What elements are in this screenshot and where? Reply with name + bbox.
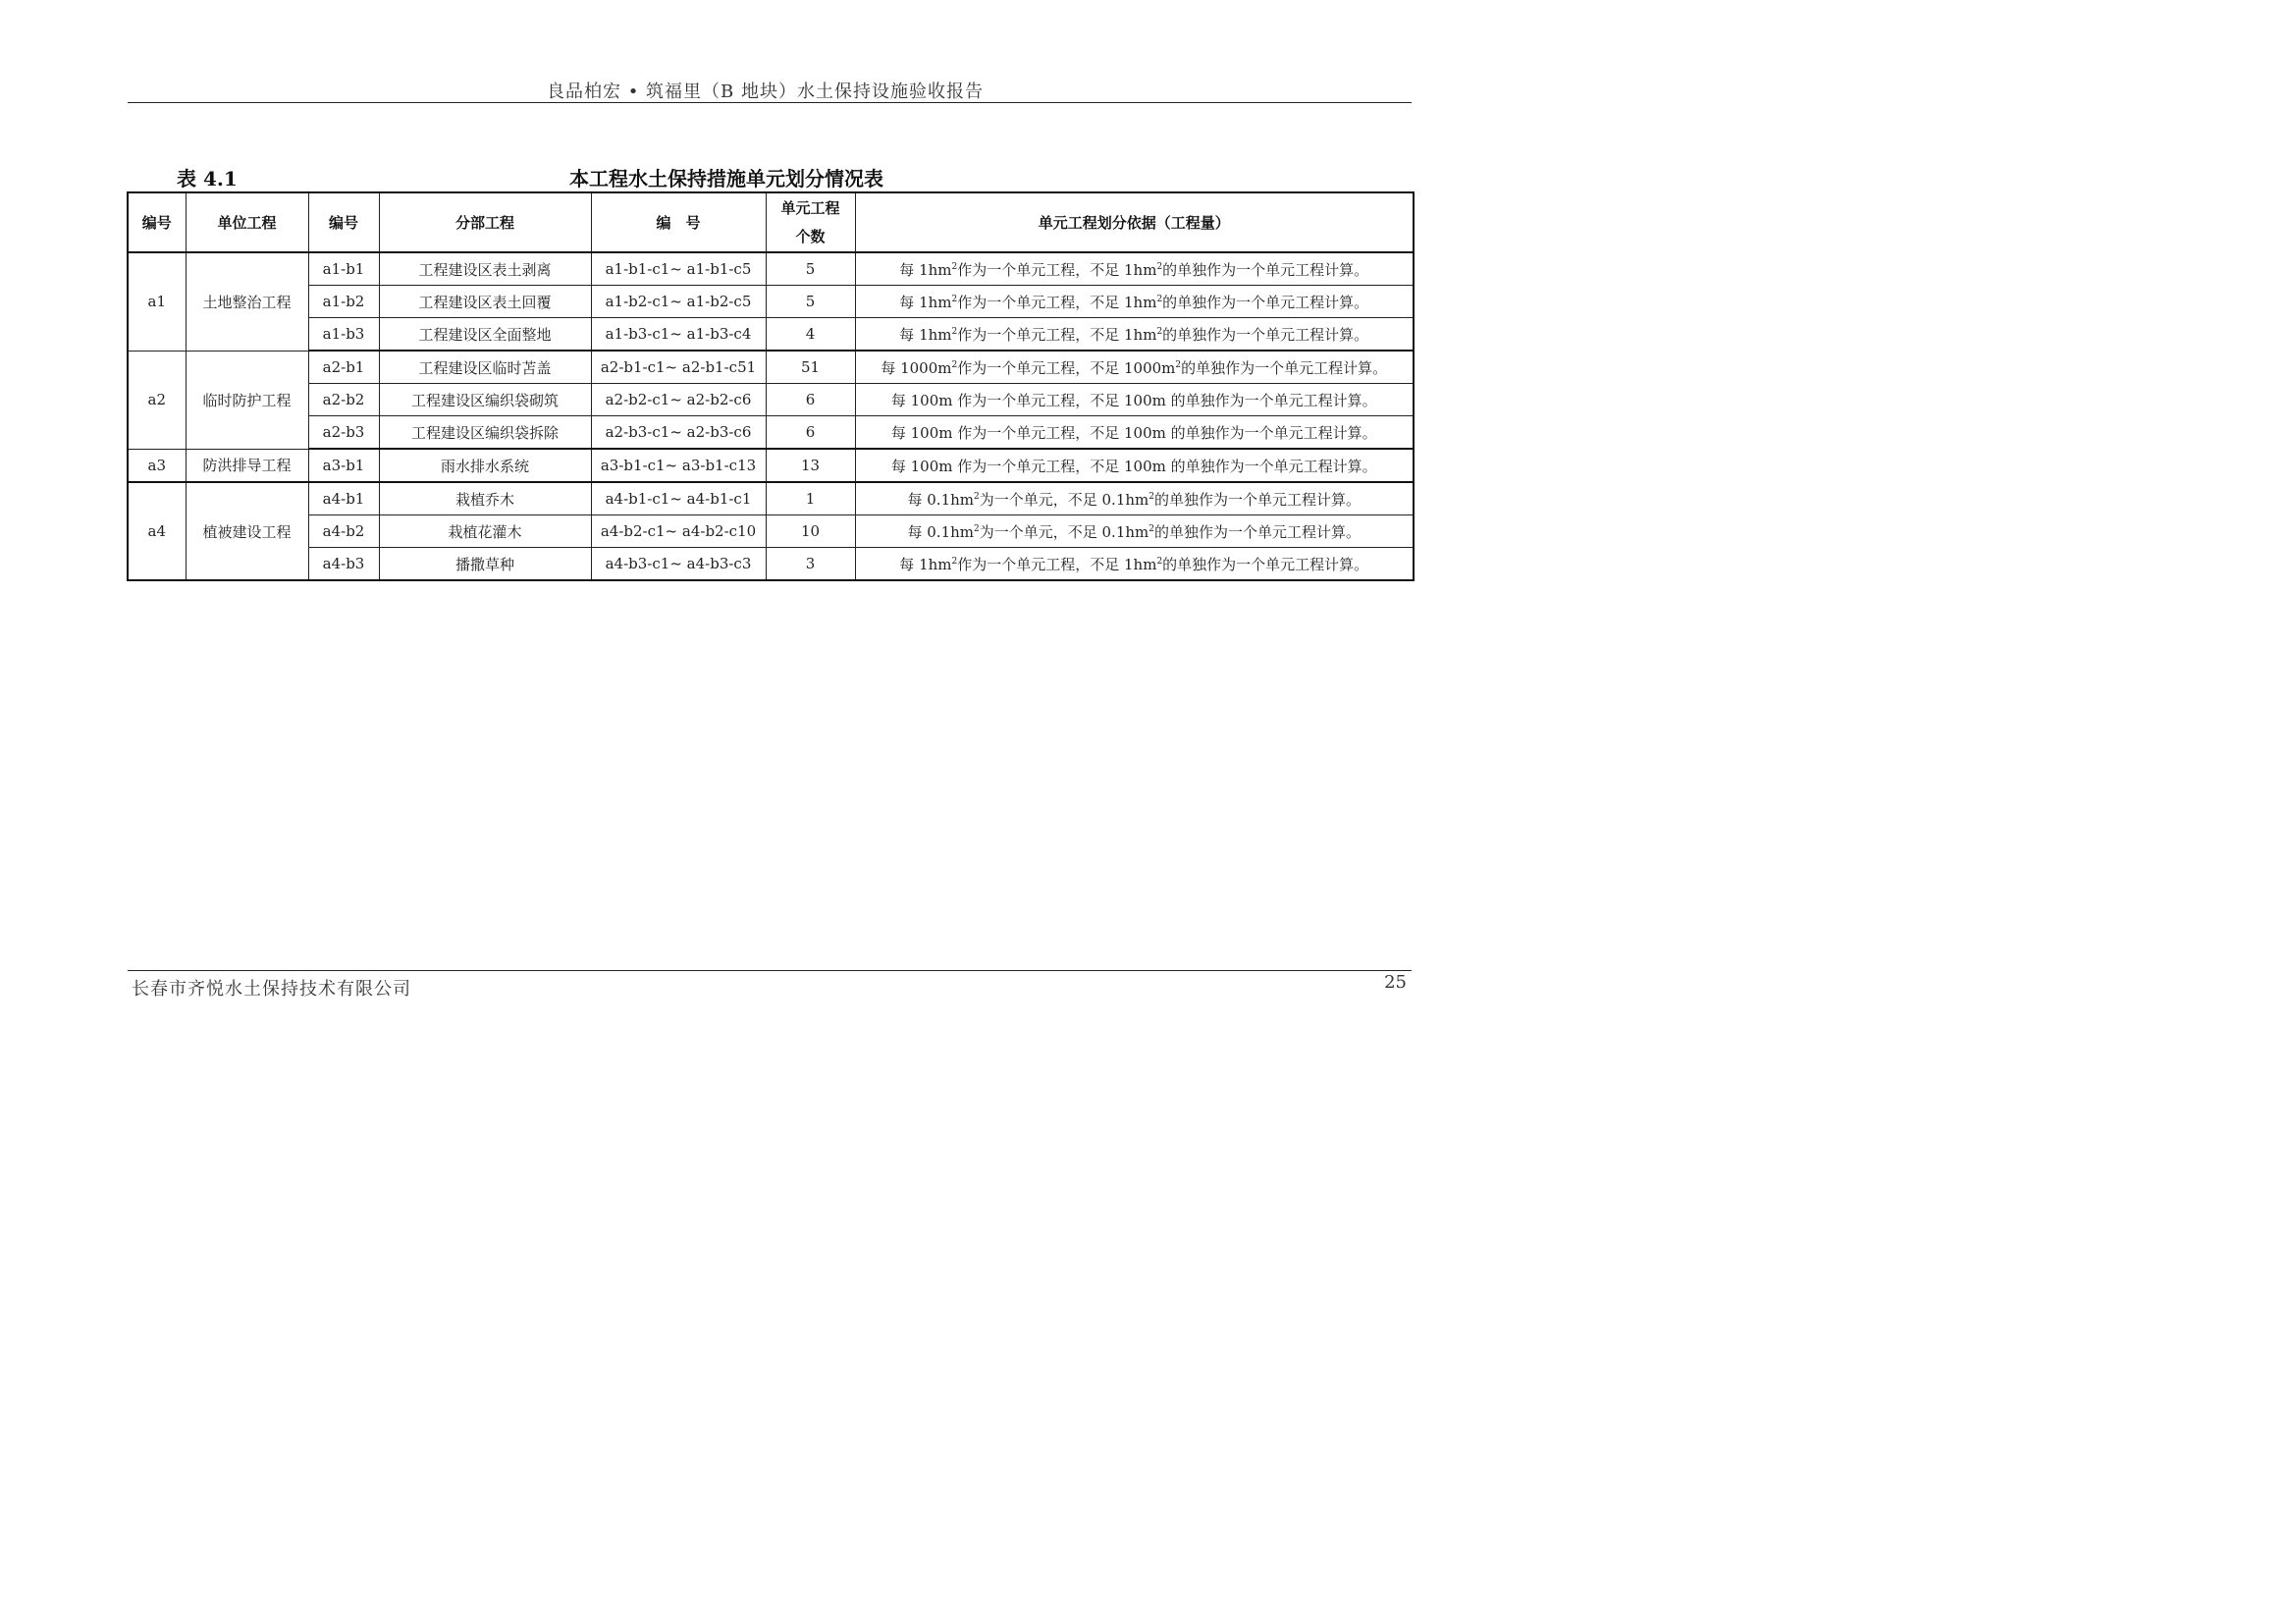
basis-text: 每 1hm: [899, 555, 952, 573]
table-row: [128, 515, 1414, 548]
sub-code-cell: a4-b2: [308, 515, 379, 548]
unit-range-cell: a2-b1-c1~ a2-b1-c51: [591, 351, 766, 384]
unit-range-cell: a4-b3-c1~ a4-b3-c3: [591, 548, 766, 581]
superscript-2: 2: [1175, 359, 1182, 370]
unit-count-cell: 3: [766, 548, 855, 581]
basis-text: 每 1hm: [899, 260, 952, 279]
unit-code-cell: a3: [128, 449, 186, 482]
superscript-2: 2: [974, 523, 980, 534]
division-basis-cell: [855, 318, 1414, 352]
sub-code-cell: a1-b3: [308, 318, 379, 352]
table-row: [128, 286, 1414, 318]
table-title: 本工程水土保持措施单元划分情况表: [569, 167, 883, 190]
unit-count-cell: 10: [766, 515, 855, 548]
superscript-2: 2: [951, 261, 958, 272]
superscript-2: 2: [974, 491, 980, 502]
sub-project-cell: 雨水排水系统: [379, 449, 591, 482]
table-body: [128, 252, 1414, 580]
superscript-2: 2: [951, 359, 958, 370]
superscript-2: 2: [1148, 523, 1154, 534]
table-row: [128, 384, 1414, 416]
basis-text: 作为一个单元工程，不足 1hm: [957, 325, 1157, 344]
unit-count-cell: 6: [766, 384, 855, 416]
unit-range-cell: a4-b1-c1~ a4-b1-c1: [591, 482, 766, 515]
sub-code-cell: a4-b1: [308, 482, 379, 515]
basis-text: 为一个单元，不足 0.1hm: [979, 522, 1149, 541]
unit-range-cell: a2-b2-c1~ a2-b2-c6: [591, 384, 766, 416]
page-number: 25: [1384, 972, 1407, 993]
sub-code-cell: a1-b1: [308, 252, 379, 286]
division-basis-cell: [855, 351, 1414, 384]
superscript-2: 2: [951, 326, 958, 337]
basis-text: 每 100m 作为一个单元工程，不足 100m 的单独作为一个单元工程计算。: [890, 391, 1377, 409]
sub-code-cell: a4-b3: [308, 548, 379, 581]
sub-project-cell: 工程建设区表土回覆: [379, 286, 591, 318]
unit-project-cell: 防洪排导工程: [186, 449, 308, 482]
division-basis-cell: [855, 416, 1414, 450]
unit-range-cell: a1-b3-c1~ a1-b3-c4: [591, 318, 766, 352]
basis-text: 作为一个单元工程，不足 1000m: [957, 358, 1176, 377]
basis-text: 的单独作为一个单元工程计算。: [1162, 293, 1369, 311]
sub-project-cell: 播撒草种: [379, 548, 591, 581]
sub-project-cell: 工程建设区表土剥离: [379, 252, 591, 286]
col-header-basis: 单元工程划分依据（工程量）: [855, 192, 1414, 252]
table-row: [128, 548, 1414, 581]
sub-code-cell: a2-b1: [308, 351, 379, 384]
basis-text: 每 100m 作为一个单元工程，不足 100m 的单独作为一个单元工程计算。: [890, 457, 1377, 475]
basis-text: 每 1hm: [899, 293, 952, 311]
unit-count-cell: 5: [766, 286, 855, 318]
superscript-2: 2: [951, 294, 958, 304]
unit-range-cell: a3-b1-c1~ a3-b1-c13: [591, 449, 766, 482]
table-row: [128, 449, 1414, 482]
unit-count-cell: 51: [766, 351, 855, 384]
unit-range-cell: a1-b2-c1~ a1-b2-c5: [591, 286, 766, 318]
footer-rule: [128, 970, 1412, 971]
col-header-sub-code: 编号: [308, 192, 379, 252]
table-row: [128, 351, 1414, 384]
unit-code-cell: a4: [128, 482, 186, 580]
sub-code-cell: a2-b2: [308, 384, 379, 416]
table-row: [128, 416, 1414, 450]
unit-range-cell: a2-b3-c1~ a2-b3-c6: [591, 416, 766, 450]
basis-text: 每 100m 作为一个单元工程，不足 100m 的单独作为一个单元工程计算。: [890, 423, 1377, 442]
table-number: 表 4.1: [177, 167, 238, 190]
unit-range-cell: a1-b1-c1~ a1-b1-c5: [591, 252, 766, 286]
table-row: [128, 252, 1414, 286]
division-basis-cell: [855, 252, 1414, 286]
unit-count-cell: 6: [766, 416, 855, 450]
col-header-count-line2: 个数: [795, 227, 826, 245]
basis-text: 的单独作为一个单元工程计算。: [1162, 555, 1369, 573]
sub-project-cell: 工程建设区全面整地: [379, 318, 591, 352]
basis-text: 为一个单元，不足 0.1hm: [979, 490, 1149, 509]
unit-count-cell: 1: [766, 482, 855, 515]
superscript-2: 2: [1156, 261, 1163, 272]
basis-text: 的单独作为一个单元工程计算。: [1181, 358, 1388, 377]
unit-project-cell: 土地整治工程: [186, 252, 308, 351]
superscript-2: 2: [1156, 556, 1163, 567]
division-basis-cell: [855, 482, 1414, 515]
col-header-sub-project: 分部工程: [379, 192, 591, 252]
division-basis-cell: [855, 449, 1414, 482]
unit-count-cell: 13: [766, 449, 855, 482]
table-row: [128, 318, 1414, 352]
basis-text: 每 0.1hm: [907, 490, 974, 509]
basis-text: 每 0.1hm: [907, 522, 974, 541]
header-rule: [128, 102, 1412, 103]
division-basis-cell: [855, 548, 1414, 581]
unit-division-table-wrapper: [127, 191, 1413, 581]
basis-text: 作为一个单元工程，不足 1hm: [957, 555, 1157, 573]
unit-project-cell: 植被建设工程: [186, 482, 308, 580]
col-header-unit-project: 单位工程: [186, 192, 308, 252]
unit-division-table: [127, 191, 1415, 581]
col-header-count: [766, 192, 855, 252]
sub-project-cell: 栽植乔木: [379, 482, 591, 515]
header-row: [128, 192, 1414, 252]
basis-text: 作为一个单元工程，不足 1hm: [957, 293, 1157, 311]
superscript-2: 2: [951, 556, 958, 567]
unit-range-cell: a4-b2-c1~ a4-b2-c10: [591, 515, 766, 548]
division-basis-cell: [855, 384, 1414, 416]
basis-text: 的单独作为一个单元工程计算。: [1153, 490, 1361, 509]
basis-text: 的单独作为一个单元工程计算。: [1162, 325, 1369, 344]
superscript-2: 2: [1148, 491, 1154, 502]
basis-text: 的单独作为一个单元工程计算。: [1162, 260, 1369, 279]
superscript-2: 2: [1156, 294, 1163, 304]
sub-code-cell: a3-b1: [308, 449, 379, 482]
basis-text: 每 1hm: [899, 325, 952, 344]
sub-project-cell: 工程建设区临时苫盖: [379, 351, 591, 384]
sub-project-cell: 工程建设区编织袋拆除: [379, 416, 591, 450]
table-row: [128, 482, 1414, 515]
unit-project-cell: 临时防护工程: [186, 351, 308, 449]
footer-company: 长春市齐悦水土保持技术有限公司: [132, 979, 411, 1000]
basis-text: 作为一个单元工程，不足 1hm: [957, 260, 1157, 279]
basis-text: 的单独作为一个单元工程计算。: [1153, 522, 1361, 541]
sub-code-cell: a2-b3: [308, 416, 379, 450]
unit-code-cell: a1: [128, 252, 186, 351]
sub-project-cell: 工程建设区编织袋砌筑: [379, 384, 591, 416]
basis-text: 每 1000m: [881, 358, 952, 377]
sub-project-cell: 栽植花灌木: [379, 515, 591, 548]
table-header: [128, 192, 1414, 252]
sub-code-cell: a1-b2: [308, 286, 379, 318]
division-basis-cell: [855, 286, 1414, 318]
division-basis-cell: [855, 515, 1414, 548]
col-header-count-line1: 单元工程: [780, 198, 840, 217]
superscript-2: 2: [1156, 326, 1163, 337]
col-header-range: 编 号: [591, 192, 766, 252]
unit-count-cell: 4: [766, 318, 855, 352]
unit-code-cell: a2: [128, 351, 186, 449]
unit-count-cell: 5: [766, 252, 855, 286]
col-header-code: 编号: [128, 192, 186, 252]
running-header: 良品柏宏 • 筑福里（B 地块）水土保持设施验收报告: [546, 81, 984, 102]
